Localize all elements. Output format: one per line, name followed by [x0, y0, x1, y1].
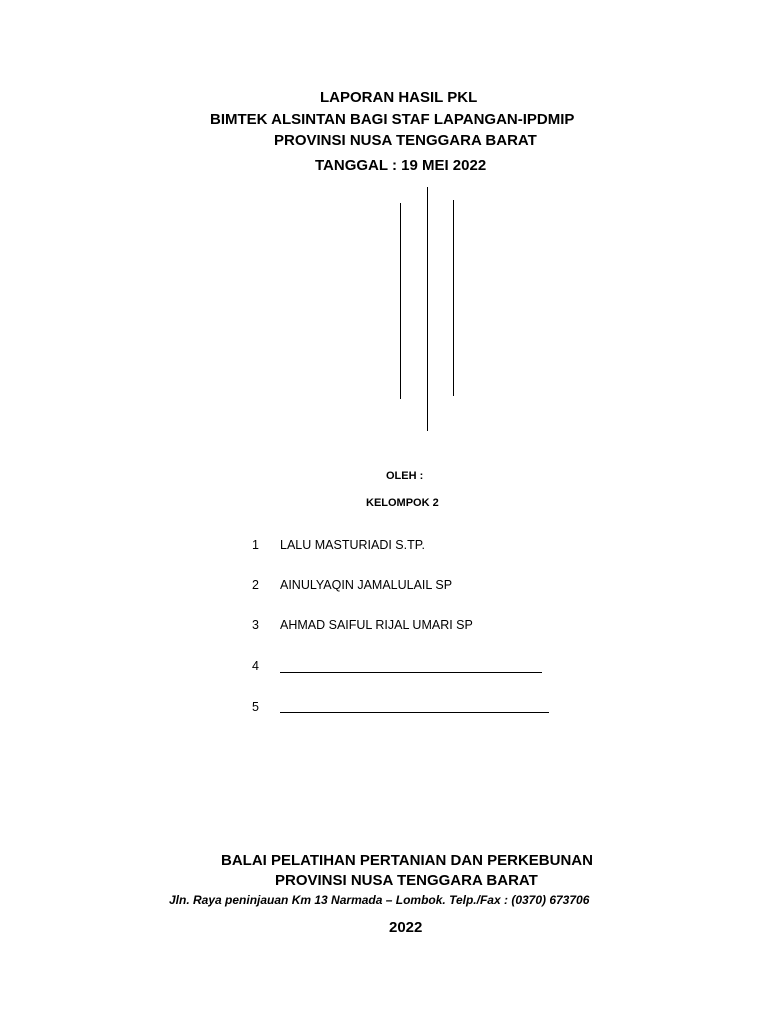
report-subtitle: BIMTEK ALSINTAN BAGI STAF LAPANGAN-IPDMIP	[210, 111, 575, 128]
logo-line-center	[427, 187, 428, 431]
institution-province: PROVINSI NUSA TENGGARA BARAT	[275, 872, 538, 889]
member-blank-line	[280, 672, 542, 673]
institution-name: BALAI PELATIHAN PERTANIAN DAN PERKEBUNAN	[221, 852, 593, 869]
report-year: 2022	[389, 919, 423, 936]
member-number: 1	[252, 538, 259, 552]
member-name: LALU MASTURIADI S.TP.	[280, 538, 425, 552]
member-number: 4	[252, 659, 259, 673]
member-number: 5	[252, 700, 259, 714]
by-label: OLEH :	[386, 470, 424, 482]
member-number: 3	[252, 618, 259, 632]
logo-line-right	[453, 200, 454, 396]
group-name: KELOMPOK 2	[366, 497, 439, 509]
report-date: TANGGAL : 19 MEI 2022	[315, 157, 487, 174]
member-name: AINULYAQIN JAMALULAIL SP	[280, 578, 453, 592]
member-blank-line	[280, 712, 549, 713]
logo-line-left	[400, 203, 401, 399]
report-title: LAPORAN HASIL PKL	[320, 89, 478, 106]
member-number: 2	[252, 578, 259, 592]
report-province: PROVINSI NUSA TENGGARA BARAT	[274, 132, 537, 149]
institution-address: Jln. Raya peninjauan Km 13 Narmada – Lombok. Telp./Fax : (0370) 673706	[169, 893, 590, 907]
member-name: AHMAD SAIFUL RIJAL UMARI SP	[280, 618, 473, 632]
